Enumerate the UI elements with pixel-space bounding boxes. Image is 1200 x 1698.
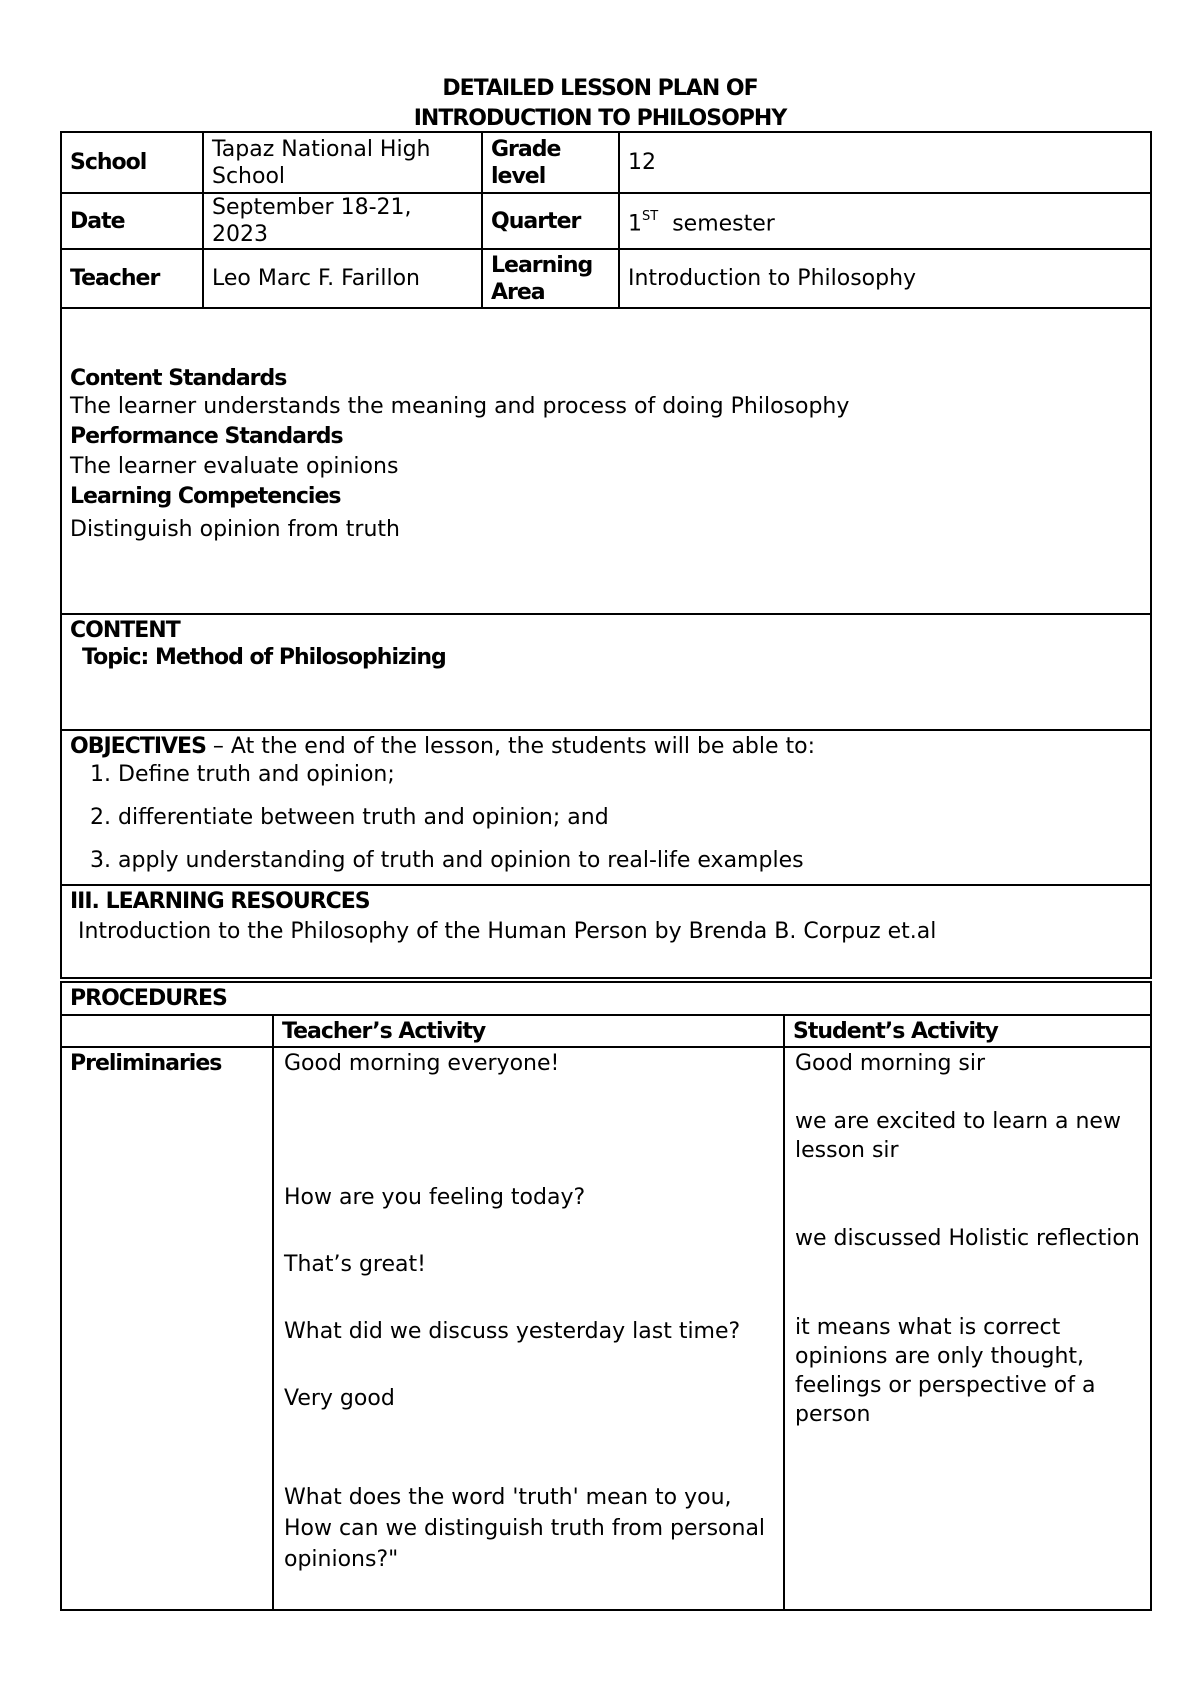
teacher-line: Good morning everyone! xyxy=(284,1051,560,1076)
objectives-list xyxy=(70,753,1142,882)
objectives-heading: OBJECTIVES xyxy=(70,734,206,759)
teacher-line: How are you feeling today? xyxy=(284,1185,586,1210)
lesson-info-table xyxy=(60,131,1152,979)
student-line: feelings or perspective of a xyxy=(795,1373,1096,1398)
school-label: School xyxy=(61,132,203,193)
teacher-label: Teacher xyxy=(61,249,203,308)
date-value: September 18-21, 2023 xyxy=(203,193,482,249)
school-value xyxy=(203,132,482,193)
date-label: Date xyxy=(61,193,203,249)
resources-text: Introduction to the Philosophy of the Human Person by Brenda B. Corpuz et.al xyxy=(78,919,937,944)
teacher-line: opinions?" xyxy=(284,1547,399,1572)
teacher-line: That’s great! xyxy=(284,1252,426,1277)
content-standards-heading: Content Standards xyxy=(70,366,287,391)
grade-label-line2: level xyxy=(491,163,546,189)
objective-item: 1. Define truth and opinion; xyxy=(118,753,1142,796)
content-standards-text: The learner understands the meaning and process of doing Philosophy xyxy=(70,394,850,419)
learning-area-value: Introduction to Philosophy xyxy=(619,249,1151,308)
teacher-line: Very good xyxy=(284,1386,395,1411)
quarter-value xyxy=(619,193,1151,249)
student-activity-header: Student’s Activity xyxy=(784,1015,1151,1047)
performance-standards-heading: Performance Standards xyxy=(70,424,343,449)
grade-value: 12 xyxy=(619,132,1151,193)
content-heading: CONTENT xyxy=(70,618,180,643)
student-line: it means what is correct xyxy=(795,1315,1061,1340)
learning-area-label xyxy=(482,249,619,308)
teacher-activity-header: Teacher’s Activity xyxy=(273,1015,784,1047)
objective-item: 2. differentiate between truth and opinion; and xyxy=(118,796,1142,839)
resources-section xyxy=(61,885,1151,978)
learning-competencies-text: Distinguish opinion from truth xyxy=(70,517,400,542)
performance-standards-text: The learner evaluate opinions xyxy=(70,454,399,479)
procedures-table xyxy=(60,981,1152,1611)
teacher-line: What does the word 'truth' mean to you, xyxy=(284,1485,732,1510)
objectives-intro: – At the end of the lesson, the students will be able to: xyxy=(205,734,816,759)
student-line: lesson sir xyxy=(795,1138,899,1163)
objectives-section xyxy=(61,730,1151,885)
learning-competencies-heading: Learning Competencies xyxy=(70,484,341,509)
teacher-value: Leo Marc F. Farillon xyxy=(203,249,482,308)
school-value-line1: Tapaz National High xyxy=(212,136,431,162)
objective-item: 3. apply understanding of truth and opinion to real-life examples xyxy=(118,839,1142,882)
grade-label xyxy=(482,132,619,193)
content-section xyxy=(61,614,1151,730)
teacher-line: How can we distinguish truth from personal xyxy=(284,1516,766,1541)
learning-area-label-line1: Learning xyxy=(491,252,593,278)
procedures-heading: PROCEDURES xyxy=(61,982,1151,1015)
preliminaries-label: Preliminaries xyxy=(61,1047,273,1610)
teacher-line: What did we discuss yesterday last time? xyxy=(284,1319,741,1344)
standards-section xyxy=(61,308,1151,614)
document-title-line1: DETAILED LESSON PLAN OF xyxy=(442,76,758,101)
school-value-line2: School xyxy=(212,163,286,189)
quarter-label: Quarter xyxy=(482,193,619,249)
quarter-superscript: ST xyxy=(642,208,659,224)
grade-label-line1: Grade xyxy=(491,136,561,162)
student-line: we are excited to learn a new xyxy=(795,1109,1121,1134)
resources-heading: III. LEARNING RESOURCES xyxy=(70,889,370,914)
quarter-text: semester xyxy=(672,211,775,237)
content-topic: Topic: Method of Philosophizing xyxy=(82,645,446,670)
document-title-line2: INTRODUCTION TO PHILOSOPHY xyxy=(413,106,787,131)
quarter-number: 1 xyxy=(628,211,642,237)
procedures-empty-header xyxy=(61,1015,273,1047)
learning-area-label-line2: Area xyxy=(491,279,545,305)
student-line: opinions are only thought, xyxy=(795,1344,1085,1369)
student-line: person xyxy=(795,1402,871,1427)
teacher-activity-cell xyxy=(273,1047,784,1610)
student-line: we discussed Holistic reflection xyxy=(795,1226,1140,1251)
student-line: Good morning sir xyxy=(795,1051,986,1076)
student-activity-cell xyxy=(784,1047,1151,1610)
